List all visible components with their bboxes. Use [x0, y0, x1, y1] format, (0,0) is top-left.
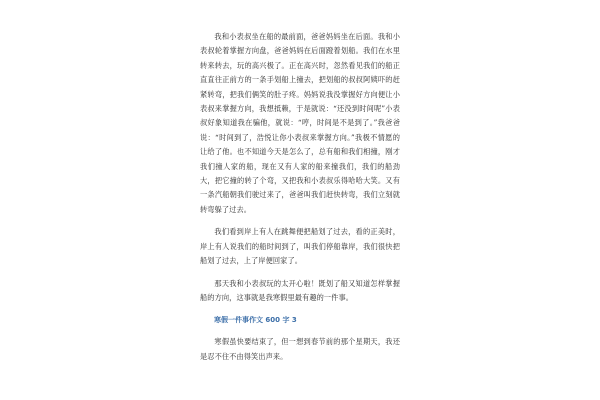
paragraph-4: 寒假虽快要结束了，但一想到春节前的那个星期天，我还是忍不住不由得笑出声来。 — [200, 337, 400, 361]
document-page — [200, 30, 400, 372]
paragraph-2: 我们看到岸上有人在跳舞便把船划了过去，看的正美时，岸上有人说我们的船时间到了，叫我们停船靠岸，我们很快把船划了过去，上了岸便回家了。 — [200, 227, 400, 266]
paragraph-3: 那天我和小表叔玩的太开心啦！既划了船又知道怎样掌握船的方向，这事就是我寒假里最有趣的一件事。 — [200, 278, 400, 302]
section-heading: 寒假一件事作文 600 字 3 — [214, 316, 297, 325]
paragraph-1: 我和小表叔坐在船的最前面，爸爸妈妈坐在后面。我和小表叔轮着掌握方向盘，爸爸妈妈在后面蹬着划船。我们在水里转来转去，玩的高兴极了。正在高兴时，忽然看见我们的船正直直往正前方的一条手划船上撞去，把划船的叔叔阿姨吓的赶紧转弯，把我们俩笑的肚子疼。妈妈说我没掌握好方向便让小表叔来掌握方向，我想抵赖，于是就说：“还没到时间呢”小表叔好象知道我在骗他，就说：“哼，时间是不是到了。”我爸爸说：“时间到了，浩悦让你小表叔来掌握方向。”我极不情愿的让给了他。也不知道今天是怎么了，总有船和我们相撞，刚才我们撞人家的船，现在又有人家的船来撞我们，我们的船劲大，把它撞的转了个弯，又把我和小表叔乐得哈哈大笑。又有一条汽船朝我们驶过来了，爸爸叫我们赶快转弯，我们立刻就转弯躲了过去。 — [200, 32, 400, 214]
